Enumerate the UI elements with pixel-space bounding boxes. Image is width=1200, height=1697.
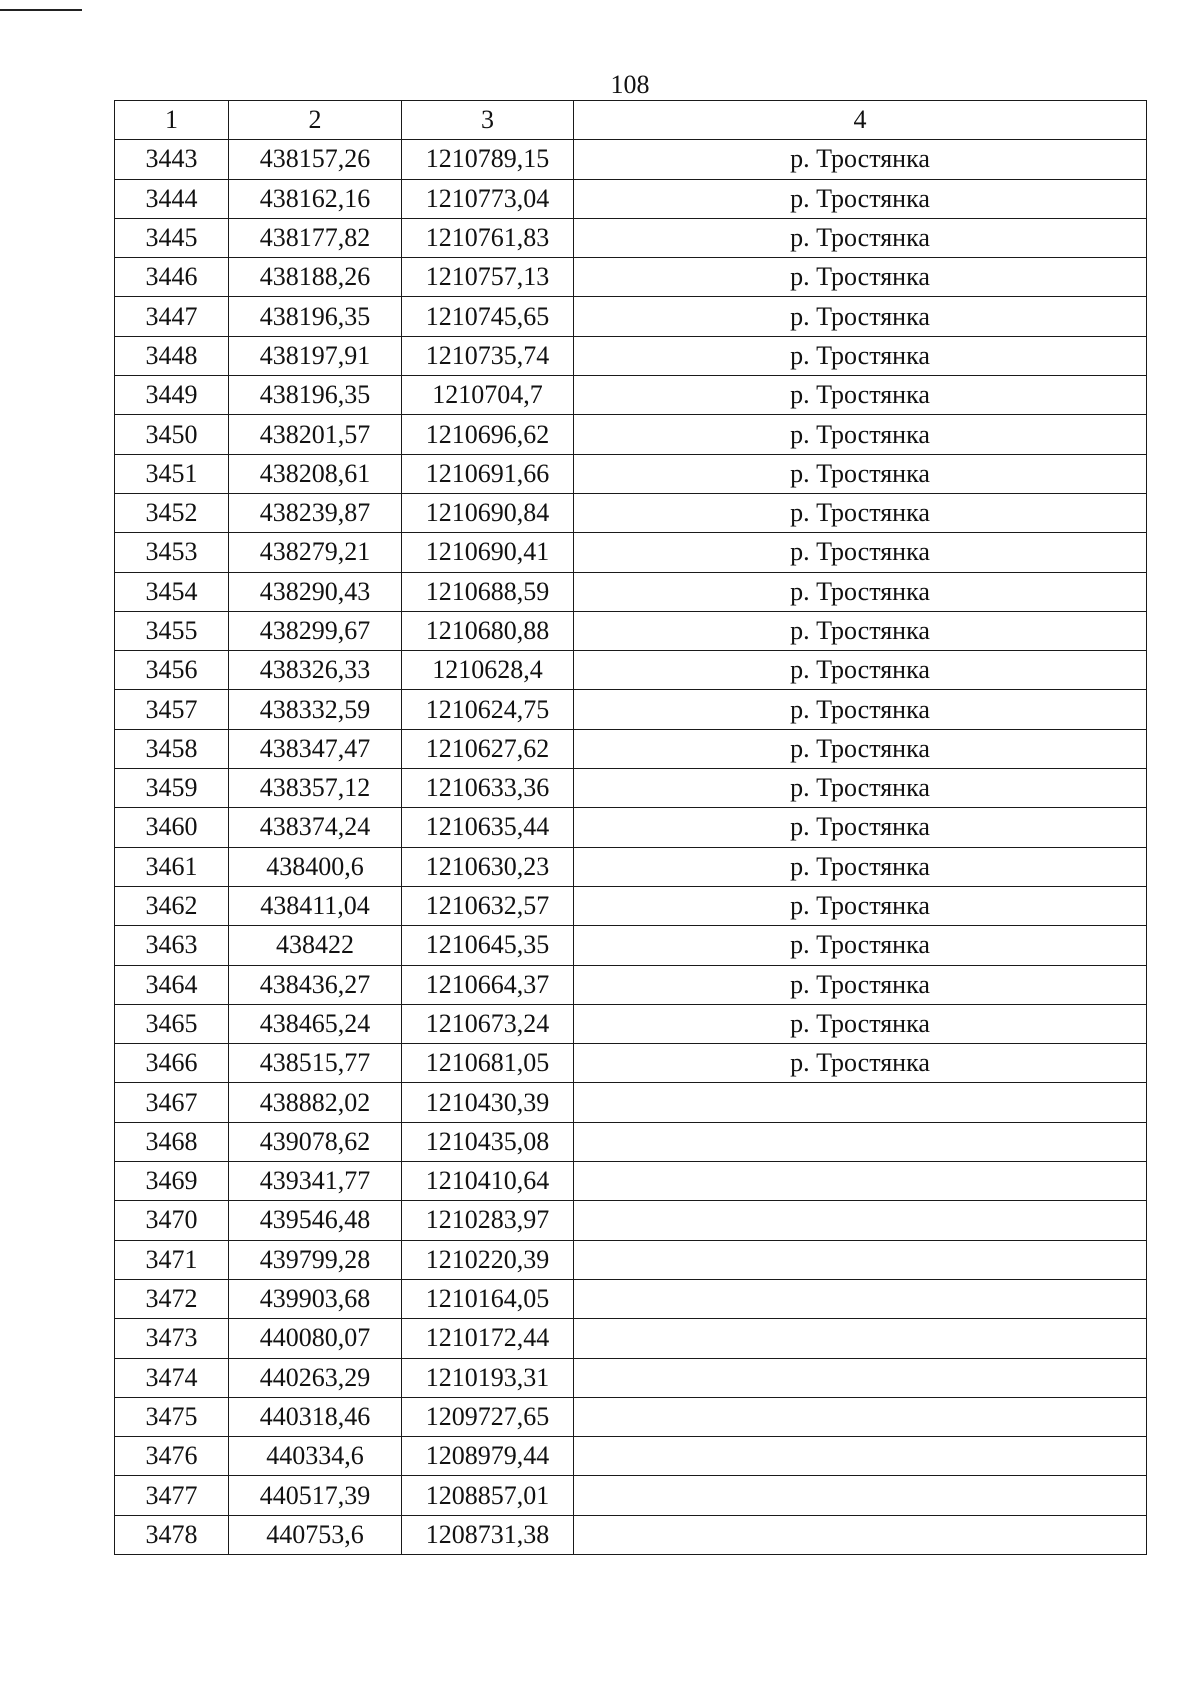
y-coordinate-cell: 1210645,35 <box>402 926 574 965</box>
y-coordinate-cell: 1210680,88 <box>402 611 574 650</box>
x-coordinate-cell: 439799,28 <box>229 1240 402 1279</box>
y-coordinate-cell: 1210681,05 <box>402 1044 574 1083</box>
y-coordinate-cell: 1210690,41 <box>402 533 574 572</box>
table-row <box>115 651 1147 690</box>
description-cell: р. Тростянка <box>574 336 1147 375</box>
table-row <box>115 1122 1147 1161</box>
table-row <box>115 454 1147 493</box>
y-coordinate-cell: 1208731,38 <box>402 1515 574 1554</box>
table-body <box>115 140 1147 1555</box>
point-number-cell: 3478 <box>115 1515 229 1554</box>
table-row <box>115 886 1147 925</box>
x-coordinate-cell: 438290,43 <box>229 572 402 611</box>
description-cell <box>574 1122 1147 1161</box>
table-row <box>115 533 1147 572</box>
description-cell: р. Тростянка <box>574 572 1147 611</box>
description-cell <box>574 1515 1147 1554</box>
point-number-cell: 3477 <box>115 1476 229 1515</box>
table-row <box>115 376 1147 415</box>
y-coordinate-cell: 1210789,15 <box>402 140 574 179</box>
description-cell: р. Тростянка <box>574 493 1147 532</box>
point-number-cell: 3466 <box>115 1044 229 1083</box>
table-row <box>115 1397 1147 1436</box>
x-coordinate-cell: 438157,26 <box>229 140 402 179</box>
description-cell: р. Тростянка <box>574 651 1147 690</box>
x-coordinate-cell: 440517,39 <box>229 1476 402 1515</box>
x-coordinate-cell: 438201,57 <box>229 415 402 454</box>
point-number-cell: 3463 <box>115 926 229 965</box>
x-coordinate-cell: 438188,26 <box>229 258 402 297</box>
point-number-cell: 3469 <box>115 1162 229 1201</box>
page-number: 108 <box>610 70 650 99</box>
description-cell: р. Тростянка <box>574 454 1147 493</box>
y-coordinate-cell: 1209727,65 <box>402 1397 574 1436</box>
x-coordinate-cell: 440080,07 <box>229 1319 402 1358</box>
x-coordinate-cell: 438400,6 <box>229 847 402 886</box>
description-cell: р. Тростянка <box>574 415 1147 454</box>
point-number-cell: 3471 <box>115 1240 229 1279</box>
x-coordinate-cell: 438332,59 <box>229 690 402 729</box>
description-cell: р. Тростянка <box>574 886 1147 925</box>
y-coordinate-cell: 1210630,23 <box>402 847 574 886</box>
description-cell <box>574 1201 1147 1240</box>
point-number-cell: 3453 <box>115 533 229 572</box>
y-coordinate-cell: 1210773,04 <box>402 179 574 218</box>
description-cell <box>574 1319 1147 1358</box>
table-row <box>115 493 1147 532</box>
description-cell: р. Тростянка <box>574 1004 1147 1043</box>
point-number-cell: 3470 <box>115 1201 229 1240</box>
point-number-cell: 3456 <box>115 651 229 690</box>
point-number-cell: 3455 <box>115 611 229 650</box>
description-cell <box>574 1476 1147 1515</box>
point-number-cell: 3446 <box>115 258 229 297</box>
y-coordinate-cell: 1210164,05 <box>402 1279 574 1318</box>
table-row <box>115 926 1147 965</box>
x-coordinate-cell: 439078,62 <box>229 1122 402 1161</box>
y-coordinate-cell: 1210430,39 <box>402 1083 574 1122</box>
point-number-cell: 3454 <box>115 572 229 611</box>
y-coordinate-cell: 1210704,7 <box>402 376 574 415</box>
table-row <box>115 1240 1147 1279</box>
description-cell <box>574 1279 1147 1318</box>
point-number-cell: 3449 <box>115 376 229 415</box>
y-coordinate-cell: 1210673,24 <box>402 1004 574 1043</box>
y-coordinate-cell: 1210193,31 <box>402 1358 574 1397</box>
point-number-cell: 3447 <box>115 297 229 336</box>
table-header-row <box>115 101 1147 140</box>
point-number-cell: 3458 <box>115 729 229 768</box>
table-row <box>115 1515 1147 1554</box>
y-coordinate-cell: 1210283,97 <box>402 1201 574 1240</box>
table-row <box>115 218 1147 257</box>
description-cell: р. Тростянка <box>574 258 1147 297</box>
y-coordinate-cell: 1208857,01 <box>402 1476 574 1515</box>
y-coordinate-cell: 1210628,4 <box>402 651 574 690</box>
x-coordinate-cell: 438279,21 <box>229 533 402 572</box>
point-number-cell: 3473 <box>115 1319 229 1358</box>
description-cell: р. Тростянка <box>574 729 1147 768</box>
table-row <box>115 258 1147 297</box>
table-row <box>115 336 1147 375</box>
y-coordinate-cell: 1210635,44 <box>402 808 574 847</box>
description-cell: р. Тростянка <box>574 218 1147 257</box>
y-coordinate-cell: 1210435,08 <box>402 1122 574 1161</box>
description-cell: р. Тростянка <box>574 179 1147 218</box>
point-number-cell: 3457 <box>115 690 229 729</box>
table-row <box>115 297 1147 336</box>
x-coordinate-cell: 439341,77 <box>229 1162 402 1201</box>
description-cell: р. Тростянка <box>574 847 1147 886</box>
y-coordinate-cell: 1210735,74 <box>402 336 574 375</box>
x-coordinate-cell: 438436,27 <box>229 965 402 1004</box>
description-cell: р. Тростянка <box>574 690 1147 729</box>
point-number-cell: 3461 <box>115 847 229 886</box>
table-row <box>115 1279 1147 1318</box>
x-coordinate-cell: 438196,35 <box>229 376 402 415</box>
point-number-cell: 3462 <box>115 886 229 925</box>
y-coordinate-cell: 1210696,62 <box>402 415 574 454</box>
table-row <box>115 611 1147 650</box>
table-row <box>115 415 1147 454</box>
description-cell: р. Тростянка <box>574 533 1147 572</box>
point-number-cell: 3460 <box>115 808 229 847</box>
y-coordinate-cell: 1210690,84 <box>402 493 574 532</box>
description-cell: р. Тростянка <box>574 926 1147 965</box>
point-number-cell: 3452 <box>115 493 229 532</box>
table-row <box>115 1201 1147 1240</box>
point-number-cell: 3468 <box>115 1122 229 1161</box>
table-row <box>115 179 1147 218</box>
x-coordinate-cell: 439903,68 <box>229 1279 402 1318</box>
point-number-cell: 3450 <box>115 415 229 454</box>
x-coordinate-cell: 438299,67 <box>229 611 402 650</box>
point-number-cell: 3475 <box>115 1397 229 1436</box>
table-row <box>115 1044 1147 1083</box>
point-number-cell: 3448 <box>115 336 229 375</box>
x-coordinate-cell: 438326,33 <box>229 651 402 690</box>
y-coordinate-cell: 1208979,44 <box>402 1437 574 1476</box>
x-coordinate-cell: 438882,02 <box>229 1083 402 1122</box>
x-coordinate-cell: 438357,12 <box>229 769 402 808</box>
x-coordinate-cell: 439546,48 <box>229 1201 402 1240</box>
x-coordinate-cell: 438515,77 <box>229 1044 402 1083</box>
x-coordinate-cell: 438465,24 <box>229 1004 402 1043</box>
x-coordinate-cell: 438347,47 <box>229 729 402 768</box>
table-row <box>115 1358 1147 1397</box>
description-cell: р. Тростянка <box>574 769 1147 808</box>
description-cell <box>574 1240 1147 1279</box>
table-row <box>115 965 1147 1004</box>
table-row <box>115 729 1147 768</box>
point-number-cell: 3465 <box>115 1004 229 1043</box>
description-cell <box>574 1083 1147 1122</box>
point-number-cell: 3445 <box>115 218 229 257</box>
y-coordinate-cell: 1210632,57 <box>402 886 574 925</box>
point-number-cell: 3472 <box>115 1279 229 1318</box>
description-cell: р. Тростянка <box>574 1044 1147 1083</box>
x-coordinate-cell: 438239,87 <box>229 493 402 532</box>
table-row <box>115 1476 1147 1515</box>
y-coordinate-cell: 1210633,36 <box>402 769 574 808</box>
x-coordinate-cell: 440334,6 <box>229 1437 402 1476</box>
y-coordinate-cell: 1210691,66 <box>402 454 574 493</box>
description-cell <box>574 1358 1147 1397</box>
point-number-cell: 3451 <box>115 454 229 493</box>
x-coordinate-cell: 440753,6 <box>229 1515 402 1554</box>
x-coordinate-cell: 440318,46 <box>229 1397 402 1436</box>
description-cell: р. Тростянка <box>574 140 1147 179</box>
description-cell <box>574 1162 1147 1201</box>
description-cell: р. Тростянка <box>574 965 1147 1004</box>
x-coordinate-cell: 438422 <box>229 926 402 965</box>
point-number-cell: 3467 <box>115 1083 229 1122</box>
x-coordinate-cell: 438197,91 <box>229 336 402 375</box>
y-coordinate-cell: 1210664,37 <box>402 965 574 1004</box>
column-header-2: 2 <box>229 101 402 140</box>
column-header-4: 4 <box>574 101 1147 140</box>
column-header-3: 3 <box>402 101 574 140</box>
table-row <box>115 1319 1147 1358</box>
y-coordinate-cell: 1210627,62 <box>402 729 574 768</box>
x-coordinate-cell: 438411,04 <box>229 886 402 925</box>
point-number-cell: 3464 <box>115 965 229 1004</box>
coordinates-table <box>114 100 1147 1555</box>
column-header-1: 1 <box>115 101 229 140</box>
y-coordinate-cell: 1210172,44 <box>402 1319 574 1358</box>
table-row <box>115 1162 1147 1201</box>
table-row <box>115 808 1147 847</box>
x-coordinate-cell: 438162,16 <box>229 179 402 218</box>
table-row <box>115 690 1147 729</box>
table-row <box>115 1437 1147 1476</box>
y-coordinate-cell: 1210688,59 <box>402 572 574 611</box>
y-coordinate-cell: 1210410,64 <box>402 1162 574 1201</box>
description-cell <box>574 1437 1147 1476</box>
table-row <box>115 140 1147 179</box>
corner-rule <box>0 9 82 11</box>
x-coordinate-cell: 440263,29 <box>229 1358 402 1397</box>
table-row <box>115 572 1147 611</box>
table-row <box>115 847 1147 886</box>
table-row <box>115 1083 1147 1122</box>
description-cell: р. Тростянка <box>574 376 1147 415</box>
x-coordinate-cell: 438196,35 <box>229 297 402 336</box>
y-coordinate-cell: 1210745,65 <box>402 297 574 336</box>
point-number-cell: 3474 <box>115 1358 229 1397</box>
table-row <box>115 769 1147 808</box>
y-coordinate-cell: 1210624,75 <box>402 690 574 729</box>
x-coordinate-cell: 438208,61 <box>229 454 402 493</box>
y-coordinate-cell: 1210757,13 <box>402 258 574 297</box>
point-number-cell: 3459 <box>115 769 229 808</box>
x-coordinate-cell: 438177,82 <box>229 218 402 257</box>
x-coordinate-cell: 438374,24 <box>229 808 402 847</box>
description-cell: р. Тростянка <box>574 808 1147 847</box>
description-cell: р. Тростянка <box>574 297 1147 336</box>
table-row <box>115 1004 1147 1043</box>
point-number-cell: 3444 <box>115 179 229 218</box>
point-number-cell: 3443 <box>115 140 229 179</box>
point-number-cell: 3476 <box>115 1437 229 1476</box>
y-coordinate-cell: 1210220,39 <box>402 1240 574 1279</box>
y-coordinate-cell: 1210761,83 <box>402 218 574 257</box>
description-cell <box>574 1397 1147 1436</box>
description-cell: р. Тростянка <box>574 611 1147 650</box>
